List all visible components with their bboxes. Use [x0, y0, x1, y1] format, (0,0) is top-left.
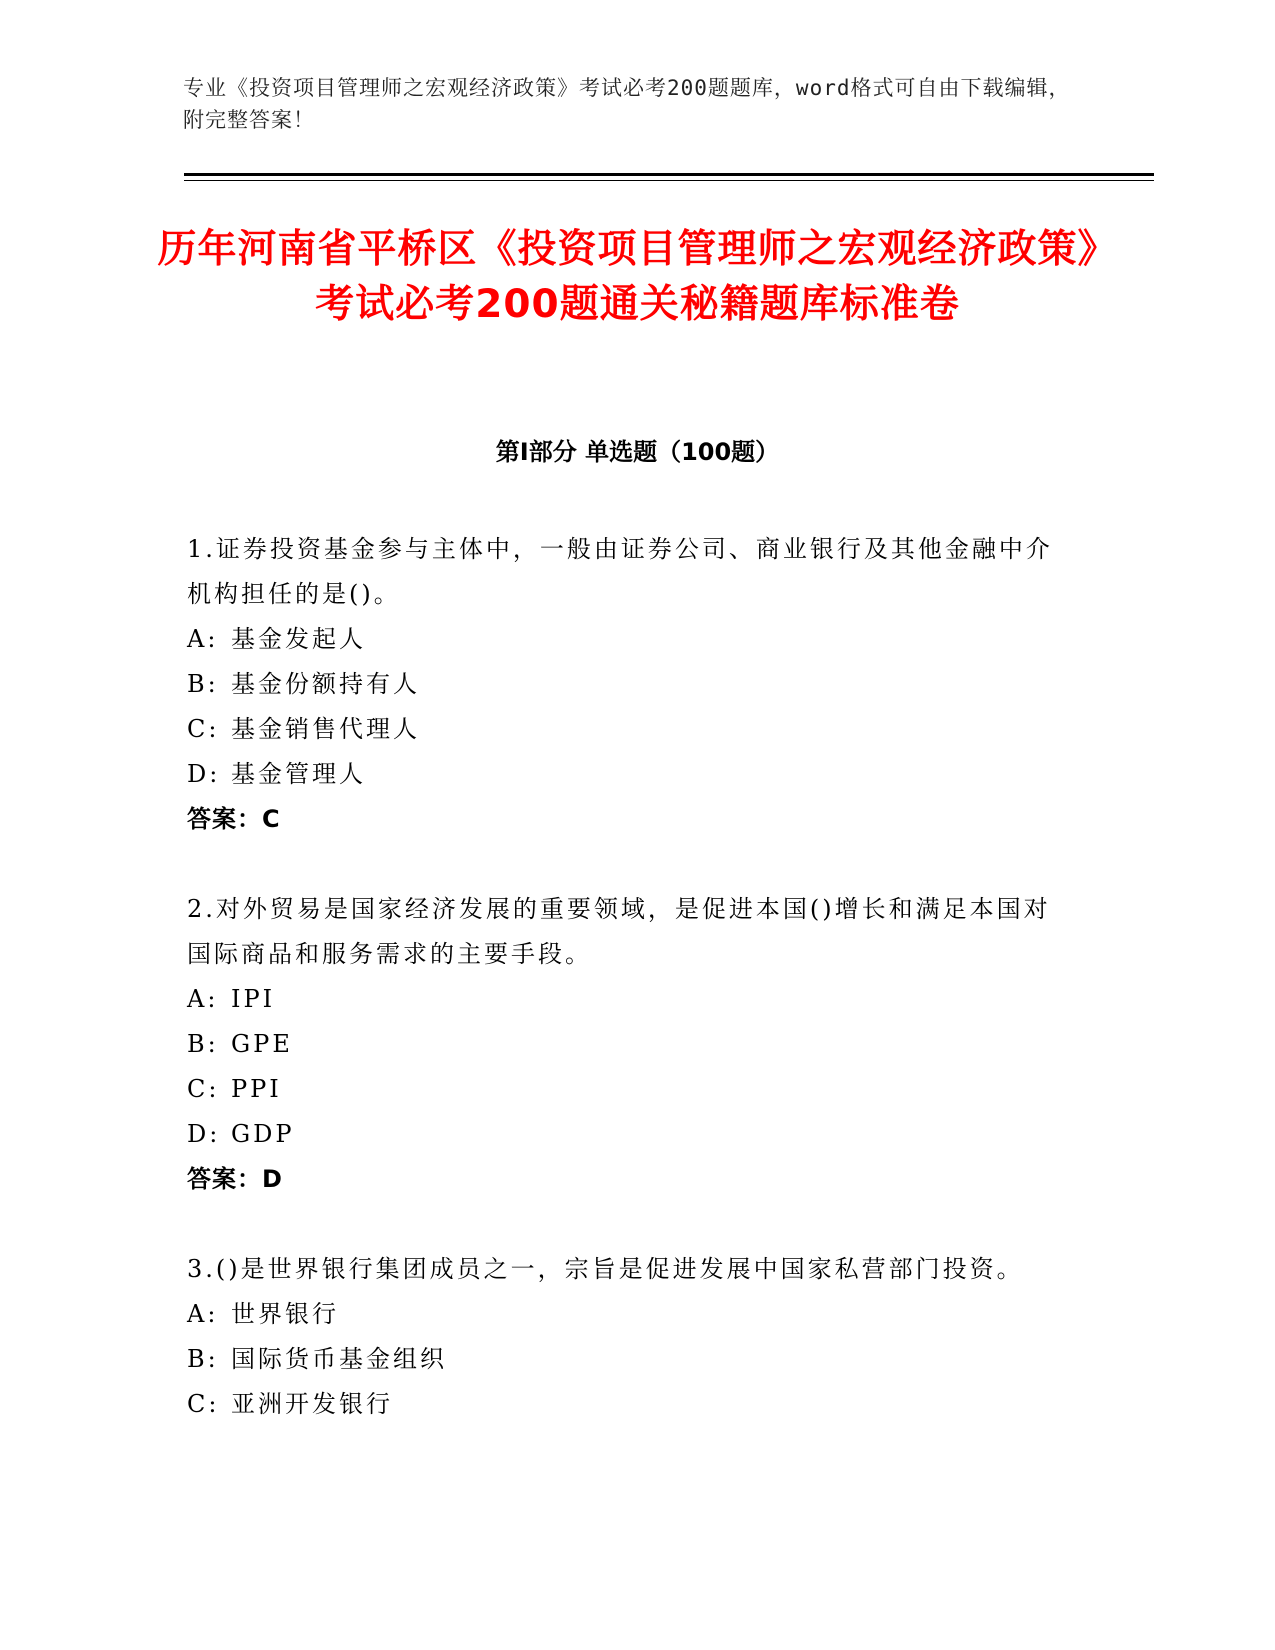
- header-note: 专业《投资项目管理师之宏观经济政策》考试必考200题题库，word格式可自由下载编辑，附完整答案！: [183, 76, 1071, 132]
- option-letter: C:: [187, 715, 220, 743]
- option-letter: D:: [187, 760, 221, 788]
- option-d: [187, 752, 1067, 797]
- option-letter: A:: [187, 1300, 219, 1328]
- option-text: PPI: [231, 1075, 282, 1103]
- question-2: [187, 887, 1067, 1247]
- option-letter: D:: [187, 1120, 221, 1148]
- spacer: [187, 1202, 1067, 1247]
- spacer: [187, 842, 1067, 887]
- option-letter: C:: [187, 1390, 220, 1418]
- option-text: 基金销售代理人: [231, 715, 420, 743]
- option-c: [187, 1382, 1067, 1427]
- option-text: 基金发起人: [231, 625, 366, 653]
- option-text: GDP: [231, 1120, 295, 1148]
- answer: 答案：D: [187, 1165, 283, 1193]
- option-text: 基金份额持有人: [231, 670, 420, 698]
- option-letter: B:: [187, 1030, 219, 1058]
- option-b: [187, 1022, 1067, 1067]
- section-heading: 第I部分 单选题（100题）: [495, 438, 780, 466]
- option-c: [187, 1067, 1067, 1112]
- option-text: 基金管理人: [231, 760, 366, 788]
- question-list: [187, 527, 1067, 1427]
- option-a: [187, 617, 1067, 662]
- option-text: 亚洲开发银行: [231, 1390, 393, 1418]
- option-b: [187, 662, 1067, 707]
- option-letter: B:: [187, 670, 219, 698]
- option-letter: A:: [187, 985, 219, 1013]
- document-title: 历年河南省平桥区《投资项目管理师之宏观经济政策》考试必考200题通关秘籍题库标准卷: [157, 227, 1118, 327]
- question-text: 1.证券投资基金参与主体中，一般由证券公司、商业银行及其他金融中介机构担任的是()。: [187, 535, 1053, 608]
- option-c: [187, 707, 1067, 752]
- option-text: 国际货币基金组织: [231, 1345, 447, 1373]
- option-letter: C:: [187, 1075, 220, 1103]
- question-1: [187, 527, 1067, 887]
- header-divider-thin: [184, 180, 1154, 181]
- header-divider-thick: [184, 173, 1154, 176]
- option-letter: A:: [187, 625, 219, 653]
- option-b: [187, 1337, 1067, 1382]
- option-a: [187, 977, 1067, 1022]
- question-3: [187, 1247, 1067, 1427]
- option-text: GPE: [231, 1030, 293, 1058]
- question-text: 2.对外贸易是国家经济发展的重要领域，是促进本国()增长和满足本国对国际商品和服务需求的主要手段。: [187, 895, 1051, 968]
- option-text: 世界银行: [231, 1300, 339, 1328]
- option-a: [187, 1292, 1067, 1337]
- option-text: IPI: [231, 985, 276, 1013]
- answer: 答案：C: [187, 805, 281, 833]
- option-d: [187, 1112, 1067, 1157]
- option-letter: B:: [187, 1345, 219, 1373]
- question-text: 3.()是世界银行集团成员之一，宗旨是促进发展中国家私营部门投资。: [187, 1255, 1024, 1283]
